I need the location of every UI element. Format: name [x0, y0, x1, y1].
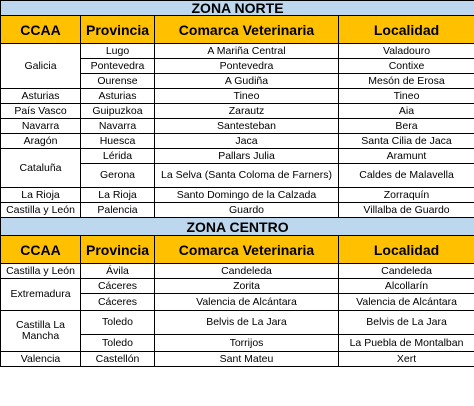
ccaa-cell: Navarra: [1, 119, 81, 134]
table-row: [1, 104, 474, 119]
comarca-cell: Zorita: [155, 279, 339, 294]
table-row: [1, 134, 474, 149]
comarca-cell: Candeleda: [155, 264, 339, 279]
localidad-cell: Aia: [339, 104, 474, 119]
localidad-cell: Valencia de Alcántara: [339, 294, 474, 311]
ccaa-cell: Extremadura: [1, 279, 81, 311]
provincia-cell: Pontevedra: [81, 59, 155, 74]
column-header-provincia: Provincia: [81, 16, 155, 44]
table-row: [1, 203, 474, 218]
localidad-cell: Aramunt: [339, 149, 474, 164]
provincia-cell: Cáceres: [81, 279, 155, 294]
localidad-cell: Mesón de Erosa: [339, 74, 474, 89]
ccaa-cell: Asturias: [1, 89, 81, 104]
localidad-cell: Bera: [339, 119, 474, 134]
ccaa-cell: Cataluña: [1, 149, 81, 188]
zone-centro-header-row: [1, 236, 474, 264]
comarca-cell: Valencia de Alcántara: [155, 294, 339, 311]
ccaa-cell: Galicia: [1, 44, 81, 89]
localidad-cell: Valadouro: [339, 44, 474, 59]
localidad-cell: La Puebla de Montalban: [339, 335, 474, 352]
zone-north-title-row: [1, 1, 474, 16]
zone-centro-title-row: [1, 218, 474, 236]
provincia-cell: Asturias: [81, 89, 155, 104]
provincia-cell: Palencia: [81, 203, 155, 218]
comarca-cell: Belvis de La Jara: [155, 311, 339, 335]
comarca-cell: Pallars Julia: [155, 149, 339, 164]
comarca-cell: La Selva (Santa Coloma de Farners): [155, 164, 339, 188]
provincia-cell: Lérida: [81, 149, 155, 164]
zone-north-title: ZONA NORTE: [1, 1, 474, 16]
comarca-cell: A Gudiña: [155, 74, 339, 89]
ccaa-cell: La Rioja: [1, 188, 81, 203]
comarca-cell: Sant Mateu: [155, 352, 339, 367]
table-row: [1, 264, 474, 279]
localidad-cell: Contixe: [339, 59, 474, 74]
column-header-localidad: Localidad: [339, 236, 474, 264]
provincia-cell: Toledo: [81, 311, 155, 335]
column-header-comarca: Comarca Veterinaria: [155, 16, 339, 44]
column-header-ccaa: CCAA: [1, 16, 81, 44]
ccaa-cell: Castilla y León: [1, 203, 81, 218]
ccaa-cell: Aragón: [1, 134, 81, 149]
comarca-cell: Torrijos: [155, 335, 339, 352]
provincia-cell: Guipuzkoa: [81, 104, 155, 119]
provincia-cell: Ourense: [81, 74, 155, 89]
zone-north-header-row: [1, 16, 474, 44]
table-row: [1, 311, 474, 335]
localidad-cell: Caldes de Malavella: [339, 164, 474, 188]
localidad-cell: Alcollarín: [339, 279, 474, 294]
comarca-cell: Santesteban: [155, 119, 339, 134]
table-row: [1, 279, 474, 294]
comarca-cell: Zarautz: [155, 104, 339, 119]
provincia-cell: Ávila: [81, 264, 155, 279]
comarca-cell: Santo Domingo de la Calzada: [155, 188, 339, 203]
comarca-cell: Guardo: [155, 203, 339, 218]
table-row: [1, 119, 474, 134]
localidad-cell: Belvis de La Jara: [339, 311, 474, 335]
provincia-cell: Lugo: [81, 44, 155, 59]
column-header-provincia: Provincia: [81, 236, 155, 264]
ccaa-cell: Valencia: [1, 352, 81, 367]
table-row: [1, 44, 474, 59]
ccaa-cell: País Vasco: [1, 104, 81, 119]
comarca-cell: Pontevedra: [155, 59, 339, 74]
localidad-cell: Xert: [339, 352, 474, 367]
table-row: [1, 352, 474, 367]
comarca-cell: A Mariña Central: [155, 44, 339, 59]
provincia-cell: Huesca: [81, 134, 155, 149]
ccaa-cell: Castilla y León: [1, 264, 81, 279]
localidad-cell: Candeleda: [339, 264, 474, 279]
zone-centro-title: ZONA CENTRO: [1, 218, 474, 236]
ccaa-cell: Castilla La Mancha: [1, 311, 81, 352]
provincia-cell: Cáceres: [81, 294, 155, 311]
table-row: [1, 149, 474, 164]
table-row: [1, 89, 474, 104]
localidad-cell: Tineo: [339, 89, 474, 104]
localidad-cell: Zorraquín: [339, 188, 474, 203]
localidad-cell: Santa Cilia de Jaca: [339, 134, 474, 149]
comarca-cell: Tineo: [155, 89, 339, 104]
column-header-localidad: Localidad: [339, 16, 474, 44]
table-row: [1, 188, 474, 203]
comarca-cell: Jaca: [155, 134, 339, 149]
column-header-ccaa: CCAA: [1, 236, 81, 264]
localidad-cell: Villalba de Guardo: [339, 203, 474, 218]
provincia-cell: La Rioja: [81, 188, 155, 203]
provincia-cell: Navarra: [81, 119, 155, 134]
column-header-comarca: Comarca Veterinaria: [155, 236, 339, 264]
provincia-cell: Gerona: [81, 164, 155, 188]
provincia-cell: Toledo: [81, 335, 155, 352]
provincia-cell: Castellón: [81, 352, 155, 367]
